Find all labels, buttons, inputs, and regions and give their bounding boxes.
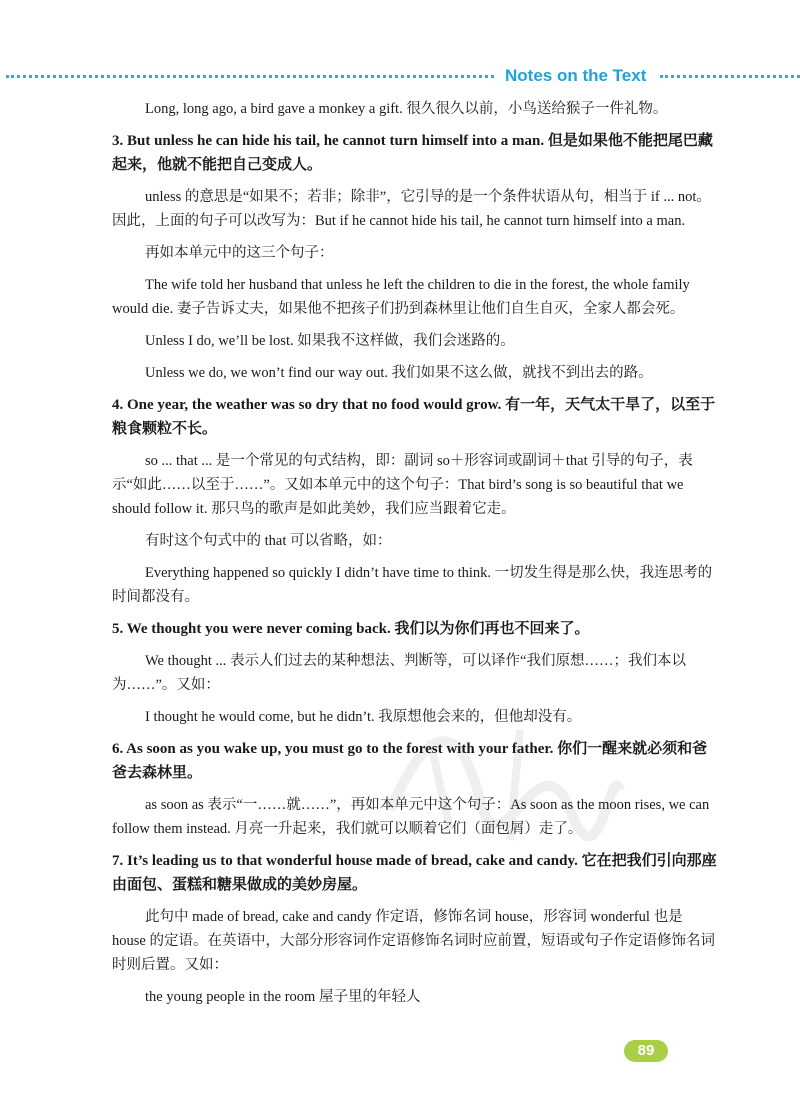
- header-title: Notes on the Text: [505, 66, 647, 85]
- running-header: [0, 64, 800, 88]
- header-dotted-rule-right: [660, 75, 800, 78]
- paragraph-attributive-explanation: 此句中 made of bread, cake and candy 作定语，修饰名词 house，形容词 wonderful 也是 house 的定语。在英语中，大部分形容词作定语修饰名词时应前置，短语或句子作定语修饰名词时则后置。又如：: [112, 909, 715, 973]
- paragraph-example-way-out: Unless we do, we won’t find our way out. 我们如果不这么做，就找不到出去的路。: [145, 365, 653, 381]
- note-heading-3: 3. But unless he can hide his tail, he cannot turn himself into a man. 但是如果他不能把尾巴藏起来，他就不能把自己变成人。: [112, 133, 713, 173]
- paragraph-unless-explanation: unless 的意思是“如果不；若非；除非”，它引导的是一个条件状语从句，相当于 if ... not。因此，上面的句子可以改写为：But if he cannot hide his tail, he cannot turn himself into a man.: [112, 189, 711, 229]
- note-heading-6: 6. As soon as you wake up, you must go to the forest with your father. 你们一醒来就必须和爸爸去森林里。: [112, 741, 708, 781]
- note-heading-4: 4. One year, the weather was so dry that no food would grow. 有一年，天气太干旱了，以至于粮食颗粒不长。: [112, 397, 716, 437]
- paragraph-example-wife: The wife told her husband that unless he left the children to die in the forest, the whole family would die. 妻子告诉丈夫，如果他不把孩子们扔到森林里让他们自生自灭，全家人都会死。: [112, 277, 690, 317]
- paragraph-intro-three-sentences: 再如本单元中的这三个句子：: [145, 245, 334, 261]
- paragraph-as-soon-as-explanation: as soon as 表示“一……就……”，再如本单元中这个句子：As soon as the moon rises, we can follow them instead. 月亮一升起来，我们就可以顺着它们（面包屑）走了。: [112, 797, 710, 837]
- page-body: [112, 97, 718, 1017]
- paragraph-that-omitted: 有时这个句式中的 that 可以省略，如：: [145, 533, 392, 549]
- note-heading-5: 5. We thought you were never coming back. 我们以为你们再也不回来了。: [112, 621, 590, 637]
- paragraph-example-lost: Unless I do, we’ll be lost. 如果我不这样做，我们会迷路的。: [145, 333, 515, 349]
- paragraph-example: Long, long ago, a bird gave a monkey a gift. 很久很久以前，小鸟送给猴子一件礼物。: [145, 101, 668, 117]
- note-heading-7: 7. It’s leading us to that wonderful house made of bread, cake and candy. 它在把我们引向那座由面包、蛋糕和糖果做成的美妙房屋。: [112, 853, 717, 893]
- paragraph-example-would-come: I thought he would come, but he didn’t. 我原想他会来的，但他却没有。: [145, 709, 582, 725]
- paragraph-we-thought-explanation: We thought ... 表示人们过去的某种想法、判断等，可以译作“我们原想……；我们本以为……”。又如：: [112, 653, 686, 693]
- paragraph-example-young-people: the young people in the room 屋子里的年轻人: [145, 989, 421, 1005]
- paragraph-example-quickly: Everything happened so quickly I didn’t have time to think. 一切发生得是那么快，我连思考的时间都没有。: [112, 565, 713, 605]
- paragraph-so-that-explanation: so ... that ... 是一个常见的句式结构，即：副词 so＋形容词或副词＋that 引导的句子，表示“如此……以至于……”。又如本单元中的这个句子：That bird’s song is so beautiful that we should follow it. 那只鸟的歌声是如此美妙，我们应当跟着它走。: [112, 453, 693, 517]
- header-dotted-rule-left: [6, 75, 494, 78]
- page-number-badge: 89: [624, 1040, 668, 1062]
